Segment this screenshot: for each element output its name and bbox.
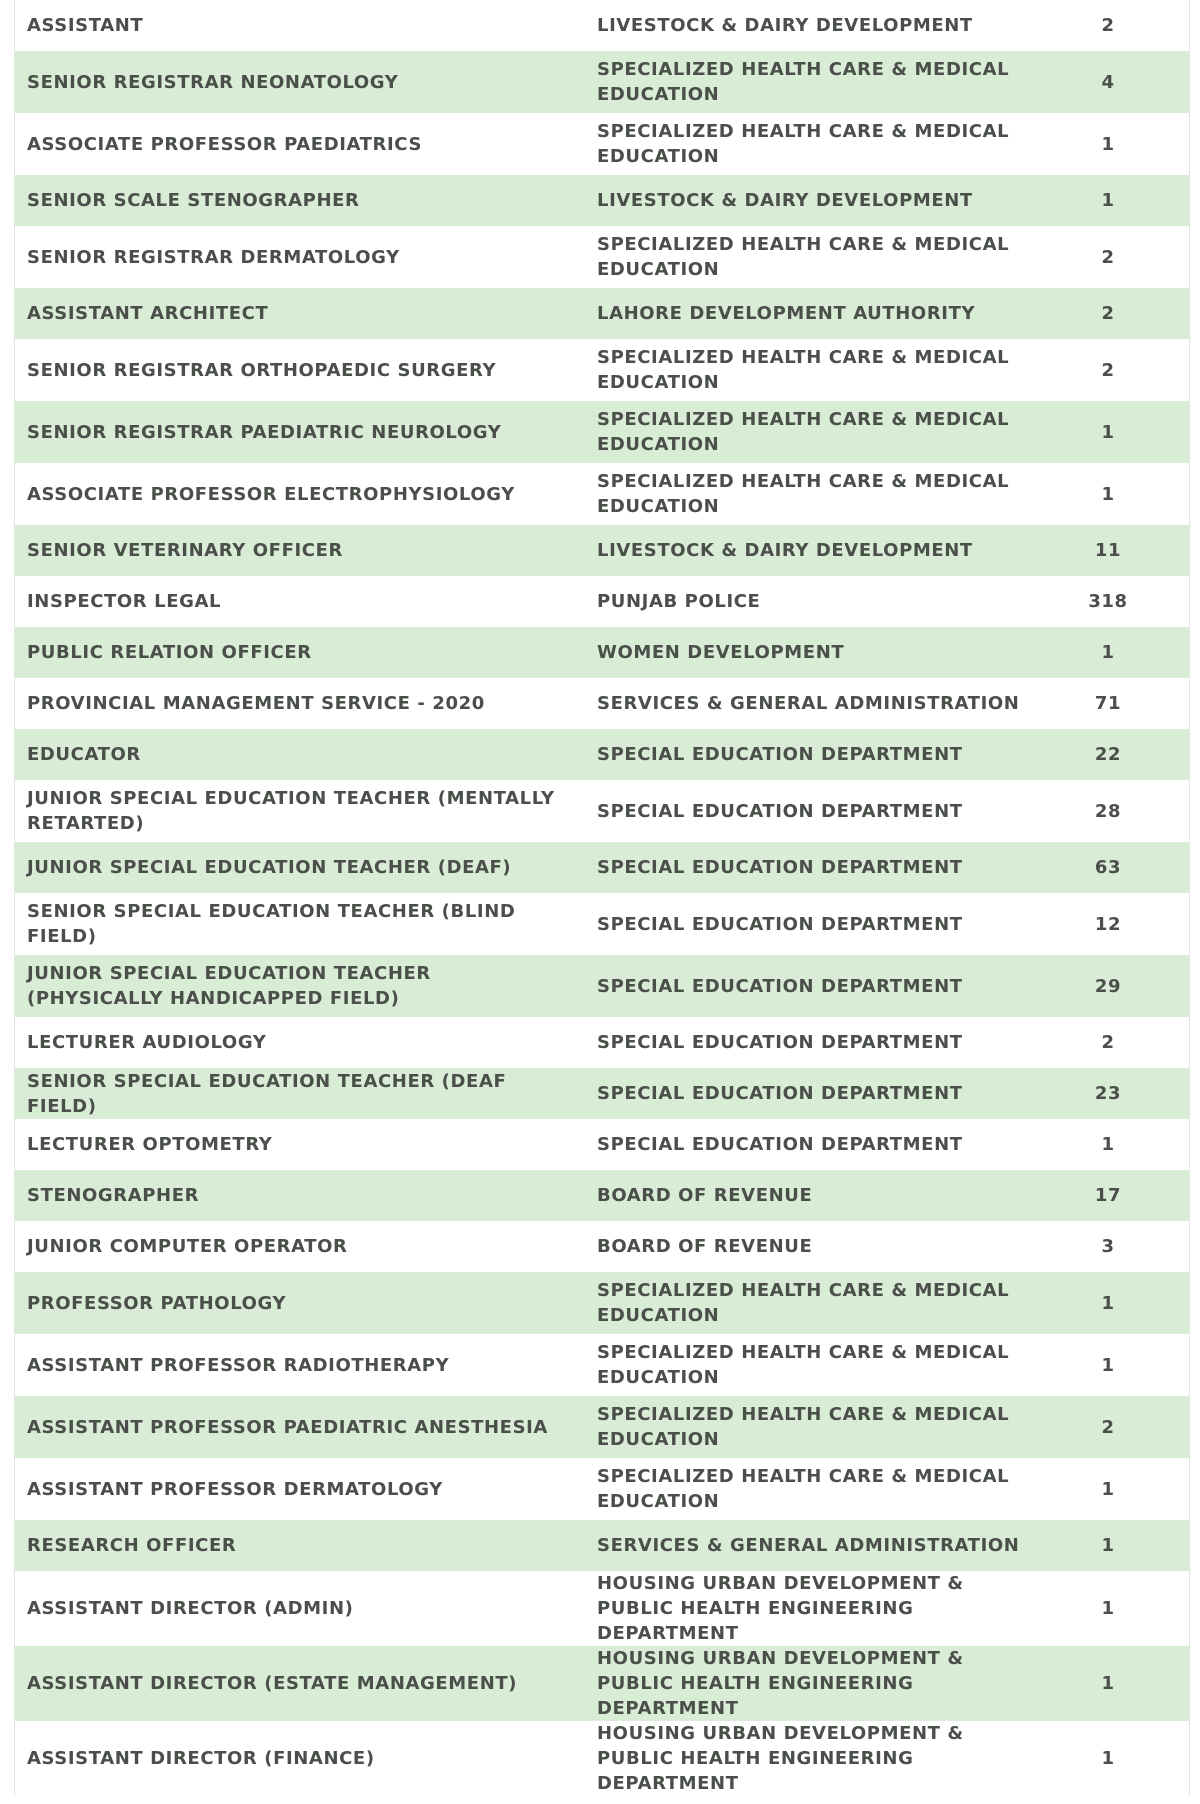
- seats-cell: 1: [1101, 1134, 1115, 1155]
- seats-cell: 2: [1101, 246, 1115, 268]
- department-cell: BOARD OF REVENUE: [597, 1185, 813, 1206]
- table-row: [15, 339, 1189, 401]
- department-cell: HOUSING URBAN DEVELOPMENT & PUBLIC HEALTH ENGINEERING DEPARTMENT: [597, 1573, 964, 1644]
- seats-cell: 29: [1094, 975, 1122, 997]
- post-cell: ASSOCIATE PROFESSOR ELECTROPHYSIOLOGY: [27, 483, 515, 505]
- department-cell: SPECIAL EDUCATION DEPARTMENT: [597, 1083, 963, 1104]
- table-row: [15, 288, 1189, 339]
- post-cell: SENIOR SPECIAL EDUCATION TEACHER (DEAF FIELD): [27, 1070, 507, 1117]
- seats-cell: 1: [1101, 1673, 1115, 1694]
- table-row: [15, 1170, 1189, 1221]
- table-row: [15, 1221, 1189, 1272]
- table-row: [15, 955, 1189, 1017]
- post-cell: INSPECTOR LEGAL: [27, 591, 222, 612]
- department-cell: SPECIALIZED HEALTH CARE & MEDICAL EDUCATION: [597, 121, 1010, 167]
- department-cell: SPECIAL EDUCATION DEPARTMENT: [597, 975, 963, 997]
- post-cell: ASSISTANT DIRECTOR (FINANCE): [27, 1748, 375, 1769]
- post-cell: PROVINCIAL MANAGEMENT SERVICE - 2020: [27, 693, 485, 714]
- department-cell: LAHORE DEVELOPMENT AUTHORITY: [597, 303, 976, 324]
- table-row: [15, 175, 1189, 226]
- post-cell: JUNIOR SPECIAL EDUCATION TEACHER (DEAF): [27, 857, 512, 878]
- post-cell: JUNIOR COMPUTER OPERATOR: [27, 1236, 348, 1257]
- department-cell: SPECIAL EDUCATION DEPARTMENT: [597, 1134, 963, 1155]
- post-cell: SENIOR REGISTRAR PAEDIATRIC NEUROLOGY: [27, 421, 502, 443]
- post-cell: ASSISTANT ARCHITECT: [27, 303, 269, 324]
- vacancy-table-wrapper: [14, 0, 1190, 1796]
- table-row: [15, 1017, 1189, 1068]
- table-row: [15, 1721, 1189, 1796]
- seats-cell: 2: [1101, 1032, 1115, 1053]
- department-cell: SPECIALIZED HEALTH CARE & MEDICAL EDUCATION: [597, 59, 1010, 105]
- post-cell: SENIOR SCALE STENOGRAPHER: [27, 190, 360, 211]
- department-cell: SPECIALIZED HEALTH CARE & MEDICAL EDUCATION: [597, 347, 1010, 393]
- department-cell: SERVICES & GENERAL ADMINISTRATION: [597, 693, 1020, 714]
- table-row: [15, 401, 1189, 463]
- post-cell: LECTURER OPTOMETRY: [27, 1134, 273, 1155]
- seats-cell: 2: [1101, 359, 1115, 381]
- post-cell: JUNIOR SPECIAL EDUCATION TEACHER (MENTALLY RETARTED): [27, 788, 555, 834]
- table-row: [15, 1520, 1189, 1571]
- seats-cell: 318: [1088, 591, 1128, 612]
- table-row: [15, 780, 1189, 842]
- post-cell: PROFESSOR PATHOLOGY: [27, 1292, 287, 1314]
- post-cell: ASSOCIATE PROFESSOR PAEDIATRICS: [27, 133, 423, 155]
- post-cell: ASSISTANT PROFESSOR DERMATOLOGY: [27, 1478, 443, 1500]
- table-row: [15, 1272, 1189, 1334]
- seats-cell: 63: [1094, 857, 1122, 878]
- post-cell: SENIOR REGISTRAR NEONATOLOGY: [27, 71, 399, 93]
- seats-cell: 1: [1101, 1354, 1115, 1376]
- post-cell: SENIOR REGISTRAR ORTHOPAEDIC SURGERY: [27, 359, 497, 381]
- post-cell: EDUCATOR: [27, 744, 141, 765]
- table-row: [15, 463, 1189, 525]
- seats-cell: 22: [1094, 744, 1122, 765]
- department-cell: WOMEN DEVELOPMENT: [597, 642, 845, 663]
- table-row: [15, 525, 1189, 576]
- seats-cell: 2: [1101, 303, 1115, 324]
- table-row: [15, 1458, 1189, 1520]
- post-cell: SENIOR SPECIAL EDUCATION TEACHER (BLIND FIELD): [27, 901, 516, 947]
- seats-cell: 1: [1101, 190, 1115, 211]
- department-cell: SPECIALIZED HEALTH CARE & MEDICAL EDUCATION: [597, 1280, 1010, 1326]
- seats-cell: 4: [1101, 71, 1115, 93]
- department-cell: SPECIAL EDUCATION DEPARTMENT: [597, 1032, 963, 1053]
- seats-cell: 1: [1101, 421, 1115, 443]
- department-cell: SPECIAL EDUCATION DEPARTMENT: [597, 744, 963, 765]
- department-cell: SPECIALIZED HEALTH CARE & MEDICAL EDUCATION: [597, 1404, 1010, 1450]
- table-row: [15, 576, 1189, 627]
- department-cell: SPECIALIZED HEALTH CARE & MEDICAL EDUCATION: [597, 471, 1010, 517]
- seats-cell: 23: [1094, 1083, 1122, 1104]
- seats-cell: 3: [1101, 1236, 1115, 1257]
- seats-cell: 1: [1101, 642, 1115, 663]
- table-row: [15, 1119, 1189, 1170]
- seats-cell: 12: [1094, 913, 1122, 935]
- department-cell: BOARD OF REVENUE: [597, 1236, 813, 1257]
- department-cell: SERVICES & GENERAL ADMINISTRATION: [597, 1535, 1020, 1556]
- table-row: [15, 1571, 1189, 1646]
- post-cell: JUNIOR SPECIAL EDUCATION TEACHER (PHYSICALLY HANDICAPPED FIELD): [27, 963, 431, 1009]
- seats-cell: 1: [1101, 1478, 1115, 1500]
- vacancy-table: [15, 0, 1189, 1796]
- department-cell: LIVESTOCK & DAIRY DEVELOPMENT: [597, 190, 973, 211]
- table-row: [15, 678, 1189, 729]
- post-cell: ASSISTANT: [27, 15, 144, 36]
- seats-cell: 1: [1101, 1292, 1115, 1314]
- department-cell: SPECIAL EDUCATION DEPARTMENT: [597, 857, 963, 878]
- seats-cell: 11: [1094, 540, 1122, 561]
- table-row: [15, 1334, 1189, 1396]
- department-cell: SPECIALIZED HEALTH CARE & MEDICAL EDUCATION: [597, 234, 1010, 280]
- seats-cell: 28: [1094, 800, 1122, 822]
- department-cell: SPECIALIZED HEALTH CARE & MEDICAL EDUCATION: [597, 1342, 1010, 1388]
- seats-cell: 1: [1101, 483, 1115, 505]
- department-cell: HOUSING URBAN DEVELOPMENT & PUBLIC HEALTH ENGINEERING DEPARTMENT: [597, 1648, 964, 1719]
- post-cell: ASSISTANT DIRECTOR (ESTATE MANAGEMENT): [27, 1673, 518, 1694]
- table-row: [15, 729, 1189, 780]
- seats-cell: 1: [1101, 1748, 1115, 1769]
- table-row: [15, 51, 1189, 113]
- department-cell: PUNJAB POLICE: [597, 591, 761, 612]
- seats-cell: 1: [1101, 1535, 1115, 1556]
- department-cell: SPECIAL EDUCATION DEPARTMENT: [597, 800, 963, 822]
- table-row: [15, 1068, 1189, 1119]
- seats-cell: 2: [1101, 15, 1115, 36]
- post-cell: RESEARCH OFFICER: [27, 1535, 237, 1556]
- department-cell: LIVESTOCK & DAIRY DEVELOPMENT: [597, 540, 973, 561]
- department-cell: SPECIALIZED HEALTH CARE & MEDICAL EDUCATION: [597, 409, 1010, 455]
- post-cell: SENIOR REGISTRAR DERMATOLOGY: [27, 246, 400, 268]
- post-cell: ASSISTANT PROFESSOR PAEDIATRIC ANESTHESIA: [27, 1416, 548, 1438]
- department-cell: HOUSING URBAN DEVELOPMENT & PUBLIC HEALTH ENGINEERING DEPARTMENT: [597, 1723, 964, 1794]
- post-cell: PUBLIC RELATION OFFICER: [27, 642, 312, 663]
- table-row: [15, 1646, 1189, 1721]
- seats-cell: 71: [1094, 693, 1122, 714]
- table-row: [15, 113, 1189, 175]
- department-cell: LIVESTOCK & DAIRY DEVELOPMENT: [597, 15, 973, 36]
- table-row: [15, 226, 1189, 288]
- department-cell: SPECIAL EDUCATION DEPARTMENT: [597, 913, 963, 935]
- table-row: [15, 842, 1189, 893]
- post-cell: ASSISTANT DIRECTOR (ADMIN): [27, 1598, 354, 1619]
- post-cell: STENOGRAPHER: [27, 1185, 200, 1206]
- post-cell: SENIOR VETERINARY OFFICER: [27, 540, 343, 561]
- post-cell: LECTURER AUDIOLOGY: [27, 1032, 267, 1053]
- seats-cell: 1: [1101, 133, 1115, 155]
- table-row: [15, 627, 1189, 678]
- seats-cell: 2: [1101, 1416, 1115, 1438]
- post-cell: ASSISTANT PROFESSOR RADIOTHERAPY: [27, 1354, 450, 1376]
- vacancy-table-body: [15, 0, 1189, 1796]
- table-row: [15, 893, 1189, 955]
- table-row: [15, 1396, 1189, 1458]
- department-cell: SPECIALIZED HEALTH CARE & MEDICAL EDUCATION: [597, 1466, 1010, 1512]
- table-row: [15, 0, 1189, 51]
- seats-cell: 17: [1094, 1185, 1122, 1206]
- seats-cell: 1: [1101, 1598, 1115, 1619]
